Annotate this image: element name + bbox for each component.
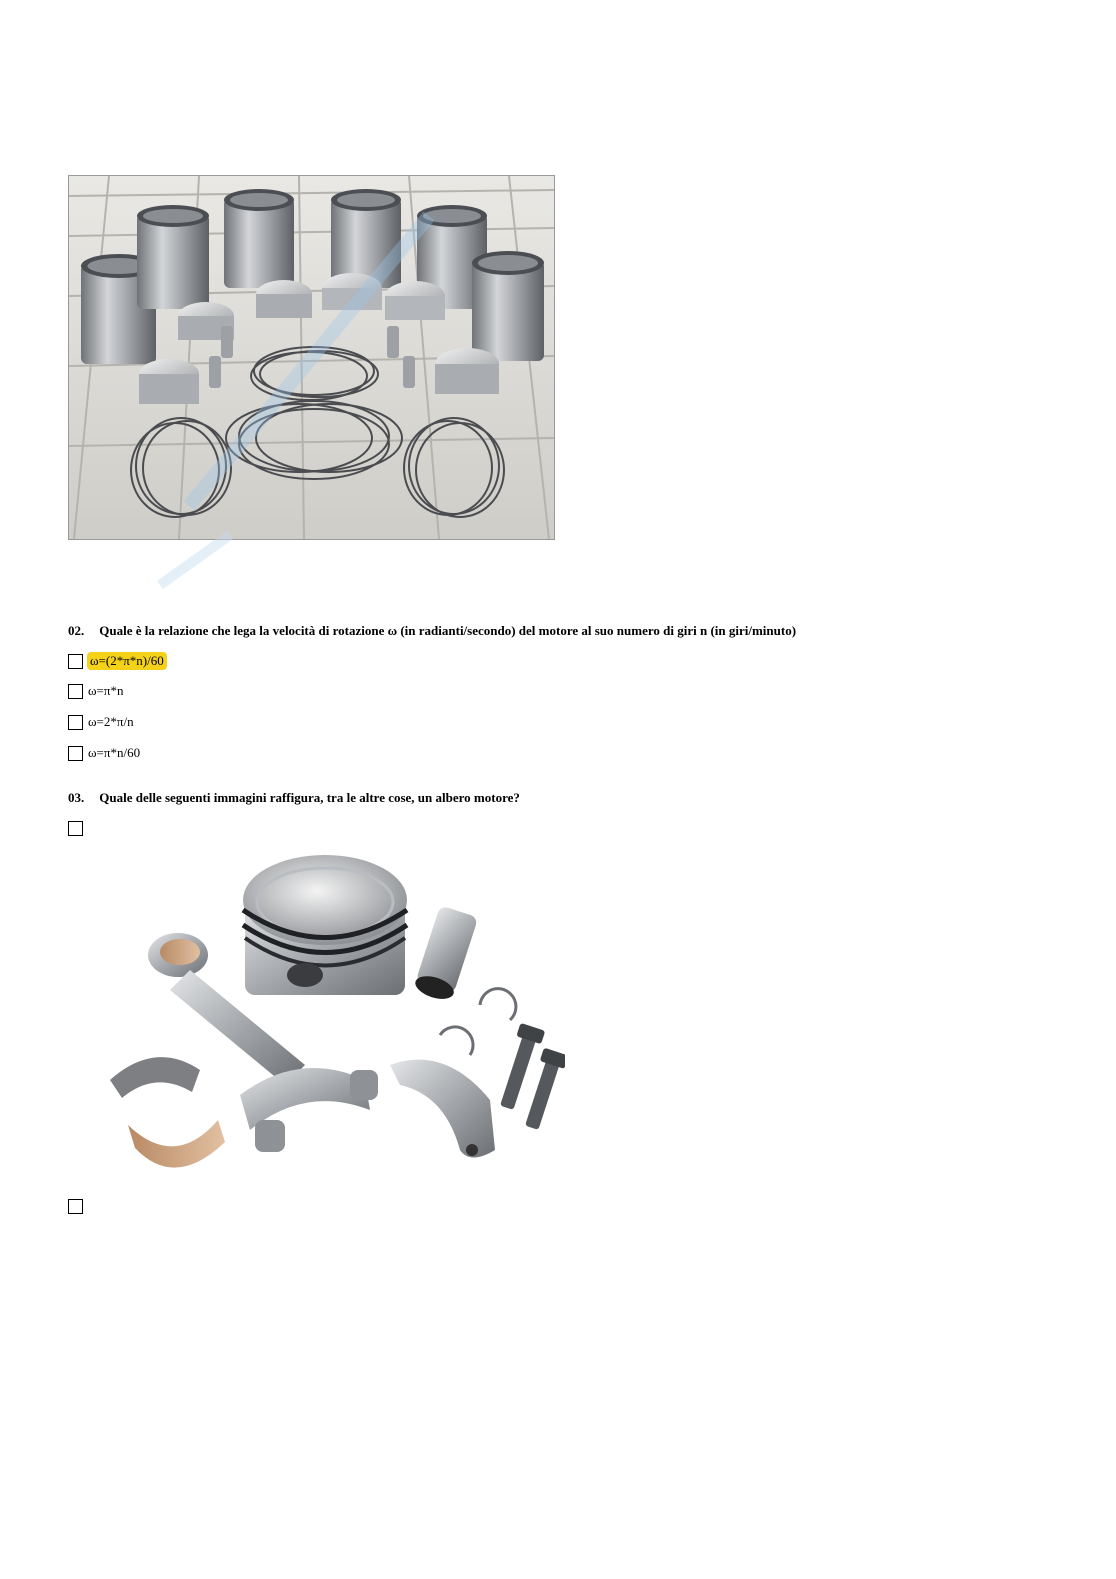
- option-label-highlighted: ω=(2*π*n)/60: [87, 652, 167, 670]
- checkbox[interactable]: [68, 654, 83, 669]
- option-label: ω=2*π/n: [88, 714, 134, 729]
- option-q03-b[interactable]: [68, 1196, 88, 1216]
- option-label: ω=π*n: [88, 683, 124, 698]
- question-text: Quale è la relazione che lega la velocità di rotazione ω (in radianti/secondo) del motore al suo numero di giri n (in giri/minuto): [99, 623, 797, 638]
- question-03: [68, 790, 520, 806]
- option-q02-c[interactable]: [68, 712, 134, 732]
- question-text: Quale delle seguenti immagini raffigura, tra le altre cose, un albero motore?: [99, 790, 520, 805]
- checkbox[interactable]: [68, 715, 83, 730]
- question-02: [68, 623, 796, 639]
- checkbox[interactable]: [68, 684, 83, 699]
- option-q02-a[interactable]: [68, 651, 167, 671]
- engine-parts-photo: [68, 175, 555, 540]
- checkbox[interactable]: [68, 821, 83, 836]
- checkbox[interactable]: [68, 1199, 83, 1214]
- watermark: [150, 530, 240, 590]
- connecting-rod-kit-photo: [100, 830, 565, 1190]
- option-q02-d[interactable]: [68, 743, 140, 763]
- option-label: ω=π*n/60: [88, 745, 141, 760]
- option-q02-b[interactable]: [68, 681, 123, 701]
- question-number: 02.: [68, 623, 85, 638]
- question-number: 03.: [68, 790, 85, 805]
- checkbox[interactable]: [68, 746, 83, 761]
- option-q03-a[interactable]: [68, 818, 88, 838]
